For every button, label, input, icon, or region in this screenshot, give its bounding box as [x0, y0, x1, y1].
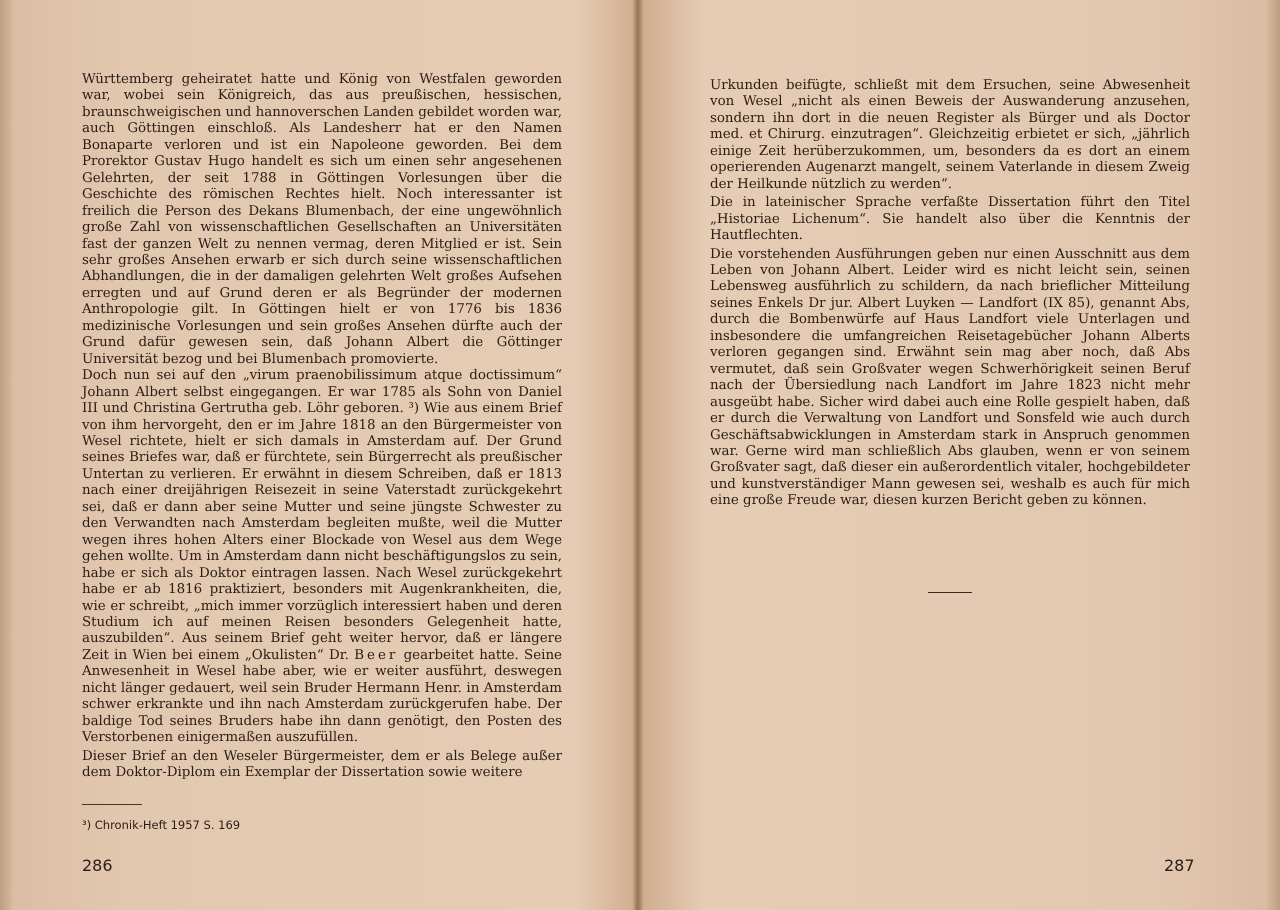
right-page: [640, 0, 1280, 910]
right-paragraph-1: Urkunden beifügte, schließt mit dem Ersuchen, seine Abwesenheit von Wesel „nicht als einen Beweis der Auswanderung anzusehen, sondern ihn dort in die neuen Register als Bürger und als Doctor med. et Chirurg. einzutragen“. Gleichzeitig erbietet er sich, „jährlich einige Zeit herüberzukommen, um, besonders da es dort an einem operierenden Augenarzt mangelt, seinem Vaterlande in diesem Zweig der Heilkunde nützlich zu werden“.: [710, 78, 1190, 192]
left-page: [0, 0, 636, 910]
left-paragraph-2: [82, 368, 562, 746]
left-paragraph-2-text: Doch nun sei auf den „virum praenobilissimum atque doctissimum“ Johann Albert selbst eingegangen. Er war 1785 als Sohn von Daniel III und Christina Gertrutha geb. Löhr geboren. ³) Wie aus einem Brief von ihm hervorgeht, den er im Jahre 1818 an den Bürgermeister von Wesel richtete, hielt er sich damals in Amsterdam auf. Der Grund seines Briefes war, daß er fürchtete, sein Bürgerrecht als preußischer Untertan zu verlieren. Er erwähnt in diesem Schreiben, daß er 1813 nach einer dreijährigen Reisezeit in seine Vaterstadt zurückgekehrt sei, daß er dann aber seine Mutter und seine jüngste Schwester zu den Verwandten nach Amsterdam begleiten mußte, weil die Mutter wegen ihres hohen Alters einer Blockade von Wesel aus dem Wege gehen wollte. Um in Amsterdam dann nicht beschäftigungslos zu sein, habe er sich als Doktor eintragen lassen. Nach Wesel zurückgekehrt habe er ab 1816 praktiziert, besonders mit Augenkrankheiten, die, wie er schreibt, „mich immer vorzüglich interessiert haben und deren Studium ich auf meinen Reisen besonders Gelegenheit hatte, auszubilden“. Aus seinem Brief geht weiter hervor, daß er längere Zeit in Wien bei einem „Okulisten“ Dr.: [82, 368, 562, 663]
footnote: ³) Chronik-Heft 1957 S. 169: [82, 818, 241, 832]
footnote-rule: [82, 804, 142, 805]
section-end-rule: [928, 592, 972, 593]
left-paragraph-1: Württemberg geheiratet hatte und König von Westfalen geworden war, wobei sein Königreich, das aus preußischen, hessischen, braunschweigischen und hannoverschen Landen gebildet worden war, auch Göttingen einschloß. Als Landesherr hat er den Namen Bonaparte verloren und ist ein Napoleone geworden. Bei dem Prorektor Gustav Hugo handelt es sich um einen sehr angesehenen Gelehrten, der seit 1788 in Göttingen Vorlesungen über die Geschichte des römischen Rechtes hielt. Noch interessanter ist freilich die Person des Dekans Blumenbach, der eine ungewöhnlich große Zahl von wissenschaftlichen Gesellschaften an Universitäten fast der ganzen Welt zu nennen vermag, deren Mitglied er ist. Sein sehr großes Ansehen erwarb er sich durch seine wissenschaftlichen Abhandlungen, die in der damaligen gelehrten Welt großes Aufsehen erregten und auf Grund deren er als Begründer der modernen Anthropologie gilt. In Göttingen hielt er von 1776 bis 1836 medizinische Vorlesungen und sein großes Ansehen dürfte auch der Grund dafür gewesen sein, daß Johann Albert die Göttinger Universität bezog und bei Blumenbach promovierte.: [82, 72, 562, 367]
right-paragraph-2: Die in lateinischer Sprache verfaßte Dissertation führt den Titel „Historiae Lichenum“. Sie handelt also über die Kenntnis der Hautflechten.: [710, 195, 1190, 244]
left-page-body: [82, 72, 562, 781]
left-paragraph-2-end: gearbeitet hatte. Seine Anwesenheit in Wesel habe aber, wie er weiter ausführt, deswegen nicht länger gedauert, weil sein Bruder Hermann Henr. in Amsterdam schwer erkrankte und ihn nach Amsterdam zurückgerufen habe. Der baldige Tod seines Bruders habe ihn dann genötigt, den Posten des Verstorbenen einigermaßen auszufüllen.: [82, 647, 562, 746]
right-paragraph-3: Die vorstehenden Ausführungen geben nur einen Ausschnitt aus dem Leben von Johann Albert. Leider wird es nicht leicht sein, seinen Lebensweg ausführlich zu schildern, da nach brieflicher Mitteilung seines Enkels Dr jur. Albert Luyken — Landfort (IX 85), genannt Abs, durch die Bombenwürfe auf Haus Landfort viele Unterlagen und insbesondere die umfangreichen Reisetagebücher Johann Alberts verloren gegangen sind. Erwähnt sein mag aber noch, daß Abs vermutet, daß sein Großvater wegen Schwerhörigkeit seinen Beruf nach der Übersiedlung nach Landfort im Jahre 1823 nicht mehr ausgeübt habe. Sicher wird dabei auch eine Rolle gespielt haben, daß er durch die Verwaltung von Landfort und Sonsfeld wie auch durch Geschäftsabwicklungen in Amsterdam stark in Anspruch genommen war. Gerne wird man schließlich Abs glauben, wenn er von seinem Großvater sagt, daß dieser ein außerordentlich vitaler, hochgebildeter und kunstverständiger Mann gewesen sei, weshalb es auch für mich eine große Freude war, diesen kurzen Bericht geben zu können.: [710, 246, 1190, 509]
page-number-left: 286: [82, 856, 113, 875]
right-page-body: [710, 78, 1190, 510]
beer-name: Beer: [354, 647, 399, 663]
page-number-right: 287: [1164, 856, 1195, 875]
left-paragraph-3: Dieser Brief an den Weseler Bürgermeister, dem er als Belege außer dem Doktor-Diplom ein Exemplar der Dissertation sowie weitere: [82, 748, 562, 781]
